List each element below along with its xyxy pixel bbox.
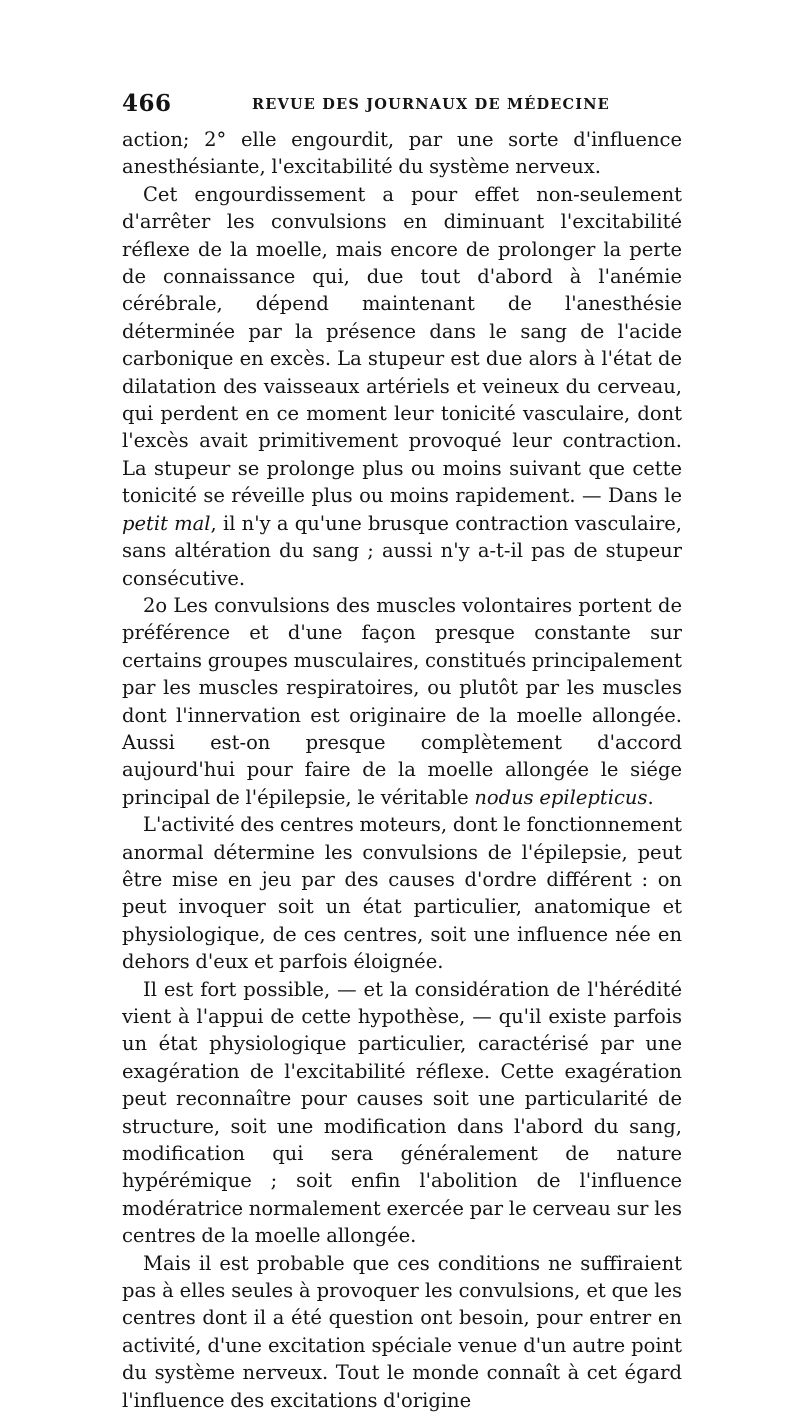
paragraph-5: Il est fort possible, — et la considération de l'hérédité vient à l'appui de cette hypothèse, — qu'il existe parfois un état physiologique particulier, caractérisé par une exagération de l'excitabilité réflexe. Cette exagération peut reconnaître pour causes soit une particularité de structure, soit une modification dans l'abord du sang, modification qui sera généralement de nature hypérémique ; soit enfin l'abolition de l'influence modératrice normalement exercée par le cerveau sur les centres de la moelle allongée. — [122, 977, 682, 1248]
page-number: 466 — [122, 90, 172, 117]
paragraph-3-text-b: . — [647, 785, 654, 809]
paragraph-3-text-a: 2o Les convulsions des muscles volontaires portent de préférence et d'une façon presque constante sur certains groupes musculaires, constitués principalement par les muscles respiratoires, ou plutôt par les muscles dont l'innervation est originaire de la moelle allongée. Aussi est-on presque complètement d'accord aujourd'hui pour faire de la moelle allongée le siége principal de l'épilepsie, le véritable — [122, 593, 682, 809]
body-text — [122, 126, 682, 1414]
paragraph-2-text-a: Cet engourdissement a pour effet non-seulement d'arrêter les convulsions en diminuant l'excitabilité réflexe de la moelle, mais encore de prolonger la perte de connaissance qui, due tout d'abord à l'anémie cérébrale, dépend maintenant de l'anesthésie déterminée par la présence dans le sang de l'acide carbonique en excès. La stupeur est due alors à l'état de dilatation des vaisseaux artériels et veineux du cerveau, qui perdent en ce moment leur tonicité vasculaire, dont l'excès avait primitivement provoqué leur contraction. La stupeur se prolonge plus ou moins suivant que cette tonicité se réveille plus ou moins rapidement. — Dans le — [122, 182, 682, 508]
paragraph-1: action; 2° elle engourdit, par une sorte d'influence anesthésiante, l'excitabilité du système nerveux. — [122, 128, 682, 179]
running-header — [122, 92, 682, 126]
paragraph-4: L'activité des centres moteurs, dont le fonctionnement anormal détermine les convulsions de l'épilepsie, peut être mise en jeu par des causes d'ordre différent : on peut invoquer soit un état particulier, anatomique et physiologique, de ces centres, soit une influence née en dehors d'eux et parfois éloignée. — [122, 813, 682, 974]
paragraph-3 — [122, 592, 682, 811]
paragraph-3-italic: nodus epilepticus — [474, 785, 648, 809]
journal-title: REVUE DES JOURNAUX DE MÉDECINE — [252, 96, 610, 113]
paragraph-2-text-b: , il n'y a qu'une brusque contraction vasculaire, sans altération du sang ; aussi n'y a-t-il pas de stupeur consécutive. — [122, 511, 683, 590]
paragraph-2 — [122, 181, 682, 592]
paragraph-6: Mais il est probable que ces conditions ne suffiraient pas à elles seules à provoquer les convulsions, et que les centres dont il a été question ont besoin, pour entrer en activité, d'une excitation spéciale venue d'un autre point du système nerveux. Tout le monde connaît à cet égard l'influence des excitations d'origine — [122, 1251, 682, 1412]
paragraph-2-italic: petit mal — [122, 511, 211, 535]
book-page — [122, 90, 683, 1412]
